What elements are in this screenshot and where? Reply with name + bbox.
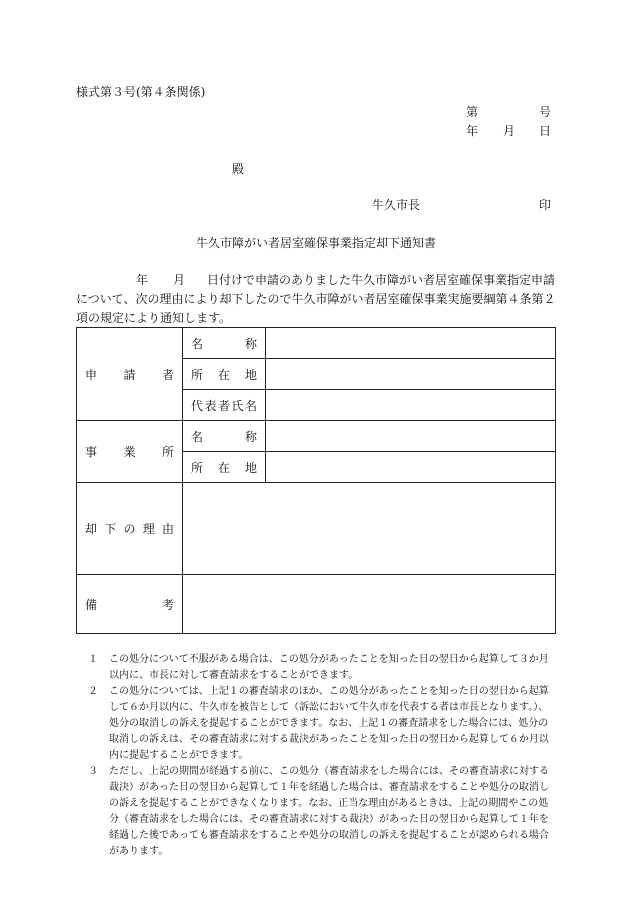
office-address-label-cell: 所 在 地	[183, 452, 266, 483]
remarks-label: 備 考	[85, 597, 174, 612]
body-line-2: について、次の理由により却下したので牛久市障がい者居室確保事業実施要綱第４条第２	[76, 292, 556, 306]
note-item	[88, 764, 556, 860]
date-day: 日	[539, 124, 552, 138]
applicant-name-label-cell: 名 称	[183, 328, 266, 359]
applicant-address-label-cell: 所 在 地	[183, 359, 266, 390]
date-month: 月	[503, 124, 516, 138]
remarks-label-cell	[77, 575, 183, 634]
body-year: 年	[136, 273, 149, 287]
issuer-seal: 印	[539, 198, 552, 212]
body-line-3: 項の規定により通知します。	[76, 311, 232, 325]
applicant-label-cell	[77, 328, 183, 421]
reason-label-cell	[77, 483, 183, 575]
remarks-field[interactable]	[183, 575, 556, 634]
doc-number-suffix: 号	[539, 105, 552, 119]
applicant-address-field[interactable]	[266, 359, 556, 390]
note-text: この処分については、上記１の審査請求のほか、この処分があったことを知った日の翌日から起算して６か月以内に、牛久市を被告として（訴訟において牛久市を代表する者は市長となります。）、処分の取消しの訴えを提起することができます。なお、上記１の審査請求をした場合には、処分の取消しの訴えは、その審査請求に対する裁決があったことを知った日の翌日から起算して６か月以内に提起することができます。	[109, 686, 549, 761]
office-label-cell	[77, 421, 183, 483]
office-name-label-cell: 名 称	[183, 421, 266, 452]
appeal-notes	[88, 652, 556, 860]
office-address-field[interactable]	[266, 452, 556, 483]
note-text: この処分について不服がある場合は、この処分があったことを知った日の翌日から起算して３か月以内に、市長に対して審査請求をすることができます。	[109, 654, 549, 681]
note-item	[88, 652, 556, 684]
applicant-representative-label-cell: 代 表 者 氏 名	[183, 390, 266, 421]
note-number: ３	[88, 766, 98, 777]
reason-label: 却 下 の 理 由	[85, 522, 174, 536]
addressee-honorific: 殿	[232, 162, 245, 176]
form-table	[76, 327, 556, 634]
document-title: 牛久市障がい者居室確保事業指定却下通知書	[196, 236, 437, 250]
issuer-name: 牛久市長	[372, 198, 421, 212]
applicant-label: 申 請 者	[85, 367, 174, 382]
form-number: 様式第３号(第４条関係)	[76, 85, 206, 99]
date-year: 年	[466, 124, 479, 138]
reason-field[interactable]	[183, 483, 556, 575]
note-number: ２	[88, 686, 98, 697]
office-label: 事 業 所	[85, 445, 174, 459]
body-month: 月	[173, 273, 186, 287]
applicant-representative-field[interactable]	[266, 390, 556, 421]
note-number: １	[88, 654, 98, 665]
office-name-field[interactable]	[266, 421, 556, 452]
applicant-name-field[interactable]	[266, 328, 556, 359]
doc-number-prefix: 第	[466, 105, 479, 119]
note-text: ただし、上記の期間が経過する前に、この処分（審査請求をした場合には、その審査請求に対する裁決）があった日の翌日から起算して１年を経過した場合は、審査請求をすることや処分の取消しの訴えを提起することができなくなります。なお、正当な理由があるときは、上記の期間やこの処分（審査請求をした場合には、その審査請求に対する裁決）があった日の翌日から起算して１年を経過した後であっても審査請求をすることや処分の取消しの訴えを提起することが認められる場合があります。	[109, 766, 549, 857]
body-line-1: 日付けで申請のありました牛久市障がい者居室確保事業指定申請	[207, 273, 556, 287]
note-item	[88, 684, 556, 764]
